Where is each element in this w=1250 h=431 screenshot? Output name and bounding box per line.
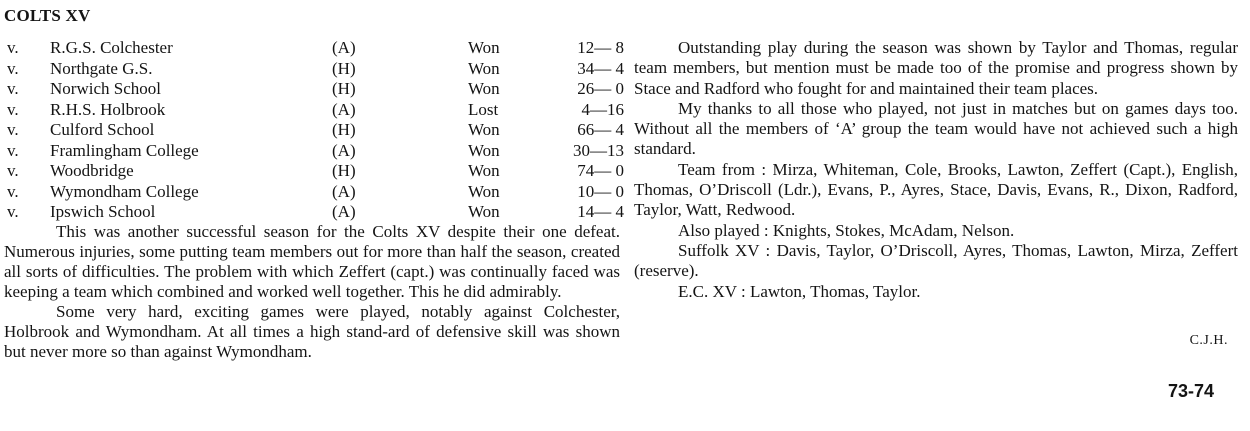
fixture-score: 66— 4 <box>577 120 624 139</box>
fixture-opponent: Framlingham College <box>50 140 199 160</box>
fixture-result: Won <box>468 202 500 221</box>
fixture-score: 14— 4 <box>577 202 624 221</box>
fixture-prefix: v. <box>7 161 19 180</box>
fixture-row <box>4 120 624 141</box>
fixture-opponent: Culford School <box>50 120 155 139</box>
report-paragraph: My thanks to all those who played, not just in matches but on games days too. Without all the members of ‘A’ group the team would have not achieved such a high standard. <box>634 98 1238 159</box>
fixture-score: 10— 0 <box>577 181 624 201</box>
page-number: 73-74 <box>1167 381 1214 401</box>
fixture-opponent: Woodbridge <box>50 161 134 180</box>
fixture-venue: (A) <box>332 99 356 119</box>
fixture-row <box>4 202 624 223</box>
fixture-score: 12— 8 <box>577 38 624 57</box>
fixture-prefix: v. <box>7 120 19 139</box>
fixture-opponent: R.H.S. Holbrook <box>50 99 166 119</box>
fixture-result: Won <box>468 120 500 139</box>
fixture-venue: (H) <box>332 58 356 78</box>
fixture-row <box>4 182 624 203</box>
fixture-score: 34— 4 <box>577 58 624 78</box>
fixture-score: 4—16 <box>581 99 624 119</box>
fixtures-list <box>4 38 624 223</box>
fixture-result: Won <box>468 140 500 160</box>
fixture-row <box>4 38 624 59</box>
fixture-venue: (A) <box>332 181 356 201</box>
fixture-venue: (A) <box>332 38 356 57</box>
fixture-opponent: Norwich School <box>50 79 161 98</box>
report-paragraph: Outstanding play during the season was shown by Taylor and Thomas, regular team members, but mention must be made too of the promise and progress shown by Stace and Radford who fought for and maintained their team places. <box>634 38 1238 98</box>
team-list: Team from : Mirza, Whiteman, Cole, Brooks, Lawton, Zeffert (Capt.), English, Thomas, O’Driscoll (Ldr.), Evans, P., Ayres, Stace, Davis, Evans, R., Dixon, Radford, Taylor, Watt, Redwood. <box>634 159 1238 220</box>
fixture-result: Won <box>468 79 500 98</box>
fixture-result: Won <box>468 181 500 201</box>
fixture-score: 74— 0 <box>577 161 624 180</box>
section-heading: COLTS XV <box>4 6 91 25</box>
fixture-venue: (H) <box>332 79 356 98</box>
fixture-result: Won <box>468 58 500 78</box>
report-paragraph: Some very hard, exciting games were played, notably against Colchester, Holbrook and Wymondham. At all times a high stand-ard of defensive skill was shown but never more so than against Wymondham. <box>4 302 620 361</box>
fixture-opponent: R.G.S. Colchester <box>50 38 173 57</box>
fixture-row <box>4 161 624 182</box>
fixture-row <box>4 59 624 80</box>
fixture-result: Won <box>468 161 500 180</box>
fixture-venue: (A) <box>332 202 356 221</box>
fixture-opponent: Northgate G.S. <box>50 58 153 78</box>
season-report-right <box>634 38 1238 302</box>
also-played: Also played : Knights, Stokes, McAdam, Nelson. <box>678 220 1015 240</box>
fixture-prefix: v. <box>7 140 19 160</box>
fixture-prefix: v. <box>7 181 19 201</box>
report-paragraph: This was another successful season for the Colts XV despite their one defeat. Numerous injuries, some putting team members out for more than half the season, created all sorts of difficulties. The problem with which Zeffert (capt.) was continually faced was keeping a team which combined and worked well together. This he did admirably. <box>4 222 620 301</box>
season-report-left <box>4 222 620 362</box>
fixture-opponent: Ipswich School <box>50 202 156 221</box>
fixture-venue: (H) <box>332 161 356 180</box>
fixture-prefix: v. <box>7 79 19 98</box>
fixture-result: Won <box>468 38 500 57</box>
fixture-result: Lost <box>468 99 499 119</box>
fixture-score: 26— 0 <box>577 79 624 98</box>
fixture-opponent: Wymondham College <box>50 181 199 201</box>
fixture-venue: (A) <box>332 140 356 160</box>
fixture-prefix: v. <box>7 202 19 221</box>
fixture-prefix: v. <box>7 38 19 57</box>
suffolk-xv: Suffolk XV : Davis, Taylor, O’Driscoll, Ayres, Thomas, Lawton, Mirza, Zeffert (reserve). <box>634 240 1238 281</box>
fixture-prefix: v. <box>7 99 19 119</box>
fixture-prefix: v. <box>7 58 19 78</box>
fixture-venue: (H) <box>332 120 356 139</box>
author-initials: C.J.H. <box>1189 333 1228 348</box>
fixture-score: 30—13 <box>573 140 624 160</box>
fixture-row <box>4 100 624 121</box>
fixture-row <box>4 79 624 100</box>
fixture-row <box>4 141 624 162</box>
ec-xv: E.C. XV : Lawton, Thomas, Taylor. <box>678 281 921 301</box>
